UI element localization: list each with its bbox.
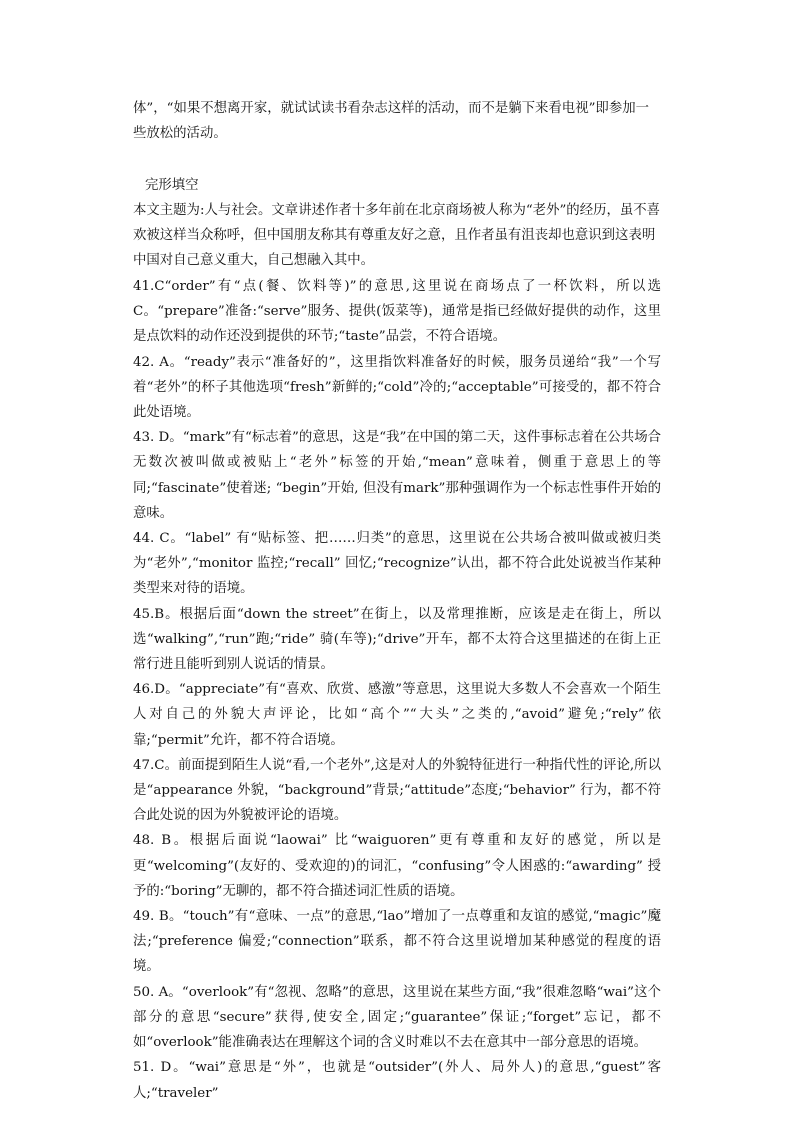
answer-46: 46.D。“appreciate”有“喜欢、欣赏、感激”等意思，这里说大多数人不会喜欢一个陌生人对自己的外貌大声评论，比如“高个”“大头”之类的,“avoid”避免;“rely”依靠;“permit”允许，都不符合语境。 [133,682,661,748]
theme-paragraph: 本文主题为:人与社会。文章讲述作者十多年前在北京商场被人称为“老外”的经历，虽不喜欢被这样当众称呼，但中国朋友称其有尊重友好之意，且作者虽有沮丧却也意识到这表明中国对自己意义重大，自己想融入其中。 [133,203,661,269]
answer-41: 41.C“order”有“点(餐、饮料等)”的意思,这里说在商场点了一杯饮料，所以选 C。“prepare”准备:“serve”服务、提供(饭菜等)，通常是指已经做好提供的动作，这里是点饮料的动作还没到提供的环节;“taste”品尝，不符合语境。 [133,279,661,345]
answer-45: 45.B。根据后面“down the street”在街上，以及常理推断，应该是走在街上，所以选“walking”,“run”跑;“ride” 骑(车等);“drive”开车，都不太符合这里描述的在街上正常行进且能听到别人说话的情景。 [133,606,661,673]
answer-list [133,274,661,1106]
continuation-paragraph: 体”，“如果不想离开家，就试试读书看杂志这样的活动，而不是躺下来看电视”即参加一些放松的活动。 [133,101,649,142]
answer-43: 43. D。“mark”有“标志着”的意思，这是“我”在中国的第二天，这件事标志着在公共场合无数次被叫做或被贴上“老外”标签的开始,“mean”意味着，侧重于意思上的等同;“fascinate”使着迷; “begin”开始, 但没有mark”那种强调作为一个标志性事件开始的意味。 [133,430,661,521]
answer-49: 49. B。“touch”有“意味、一点”的意思,“lao”增加了一点尊重和友谊的感觉,“magic”魔法;“preference 偏爱;“connection”联系，都不符合这里说增加某种感觉的程度的语境。 [133,909,661,975]
answer-51: 51. D。“wai”意思是“外”，也就是“outsider”(外人、局外人)的意思,“guest”客人;“traveler” [133,1060,661,1101]
section-title: 完形填空 [145,178,199,193]
answer-50: 50. A。“overlook”有“忽视、忽略”的意思，这里说在某些方面,“我”很难忽略“wai”这个部分的意思“secure”获得,使安全,固定;“guarantee”保证;“forget”忘记，都不如“overlook”能准确表达在理解这个词的含义时难以不去在意其中一部分意思的语境。 [133,984,661,1051]
answer-42: 42. A。“ready”表示“准备好的”，这里指饮料准备好的时候，服务员递给“我”一个写着“老外”的杯子其他选项“fresh”新鲜的;“cold”冷的;“acceptable”可接受的，都不符合此处语境。 [133,354,661,421]
answer-48: 48. B。根据后面说“laowai” 比“waiguoren”更有尊重和友好的感觉，所以是更“welcoming”(友好的、受欢迎的)的词汇，“confusing”令人困惑的:“awarding” 授予的:“boring”无聊的，都不符合描述词汇性质的语境。 [133,833,661,899]
answer-44: 44. C。“label” 有“贴标签、把……归类”的意思，这里说在公共场合被叫做或被归类为“老外”,“monitor 监控;“recall” 回忆;“recognize”认出，都不符合此处说被当作某种类型来对待的语境。 [133,531,661,597]
answer-47: 47.C。前面提到陌生人说“看,一个老外”,这是对人的外貌特征进行一种指代性的评论,所以是“appearance 外貌，“background”背景;“attitude”态度;“behavior” 行为，都不符合此处说的因为外貌被评论的语境。 [133,757,661,824]
